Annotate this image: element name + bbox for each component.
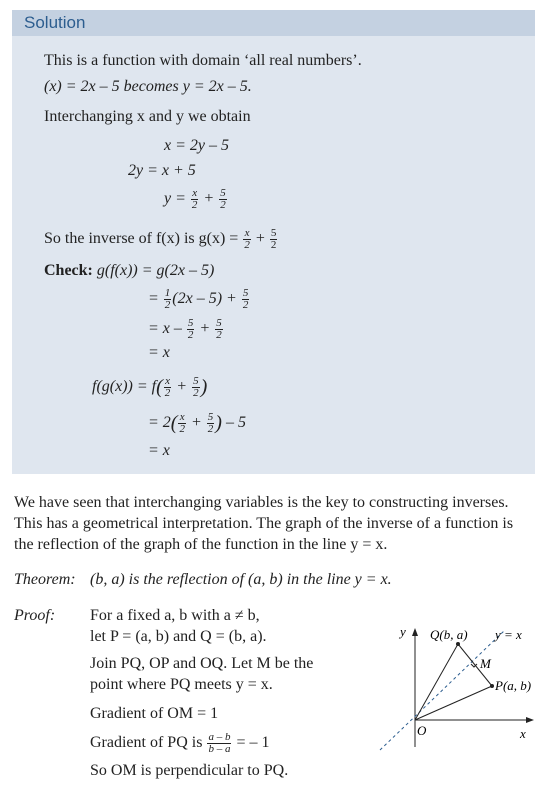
- point-p: [490, 684, 494, 688]
- proof-line-5: Gradient of OM = 1: [90, 705, 219, 722]
- solution-header: [12, 10, 535, 36]
- domain-line: This is a function with domain ‘all real numbers’.: [44, 52, 362, 69]
- y-axis-arrow: [412, 628, 418, 636]
- check-line-1: Check: g(f(x)) = g(2x – 5): [44, 262, 215, 279]
- x-axis-label: x: [520, 726, 526, 741]
- proof-label: Proof:: [14, 607, 56, 624]
- check-line-6: = 2( $\frac{x}{2}$ + $\frac{5}{2}$ ) – 5: [148, 411, 246, 435]
- equation-3: y = $\frac{x}{2}$ + $\frac{5}{2}$: [164, 187, 226, 211]
- p-label: P(a, b): [495, 678, 532, 693]
- op-segment: [415, 686, 492, 720]
- origin-label: O: [417, 723, 427, 738]
- proof-line-2: let P = (a, b) and Q = (b, a).: [90, 628, 267, 645]
- point-q: [456, 642, 460, 646]
- check-line-4: = x: [148, 344, 170, 361]
- proof-line-1: For a fixed a, b with a ≠ b,: [90, 607, 260, 624]
- reflection-diagram: [370, 622, 540, 752]
- equation-1: x = 2y – 5: [164, 137, 229, 154]
- inverse-line: So the inverse of f(x) is g(x) = $\frac{x}{2}$ + $\frac{5}{2}$: [44, 227, 277, 251]
- proof-line-4: point where PQ meets y = x.: [90, 676, 273, 693]
- y-axis-label: y: [400, 624, 406, 639]
- check-line-5: f(g(x)) = f( $\frac{x}{2}$ + $\frac{5}{2}$ ): [92, 375, 208, 399]
- equation-2: 2y = x + 5: [128, 162, 196, 179]
- proof-line-7: So OM is perpendicular to PQ.: [90, 762, 289, 779]
- q-label: Q(b, a): [430, 627, 468, 642]
- geometry-paragraph: We have seen that interchanging variables is the key to constructing inverses. This has a geometrical interpretation. The graph of the inverse of a function is the reflection of the graph of the function in the line y = x.: [14, 494, 514, 553]
- interchanging-line: Interchanging x and y we obtain: [44, 108, 251, 125]
- y-equals-x-line: [380, 630, 505, 750]
- proof-line-6: Gradient of PQ is $\frac{a - b}{b - a}$ = – 1: [90, 731, 270, 755]
- theorem-label: Theorem:: [14, 571, 76, 588]
- solution-box: [12, 10, 535, 474]
- theorem-text: (b, a) is the reflection of (a, b) in the line y = x.: [90, 571, 392, 588]
- check-line-3: = x – $\frac{5}{2}$ + $\frac{5}{2}$: [148, 317, 222, 341]
- check-line-7: = x: [148, 442, 170, 459]
- m-label: M: [480, 656, 491, 671]
- solution-title: Solution: [24, 13, 86, 32]
- proof-line-3: Join PQ, OP and OQ. Let M be the: [90, 655, 314, 672]
- check-line-2: = $\frac{1}{2}$ (2x – 5) + $\frac{5}{2}$: [148, 287, 249, 311]
- becomes-line: (x) = 2x – 5 becomes y = 2x – 5.: [44, 78, 252, 95]
- x-axis-arrow: [526, 717, 534, 723]
- yx-label: y = x: [495, 627, 522, 642]
